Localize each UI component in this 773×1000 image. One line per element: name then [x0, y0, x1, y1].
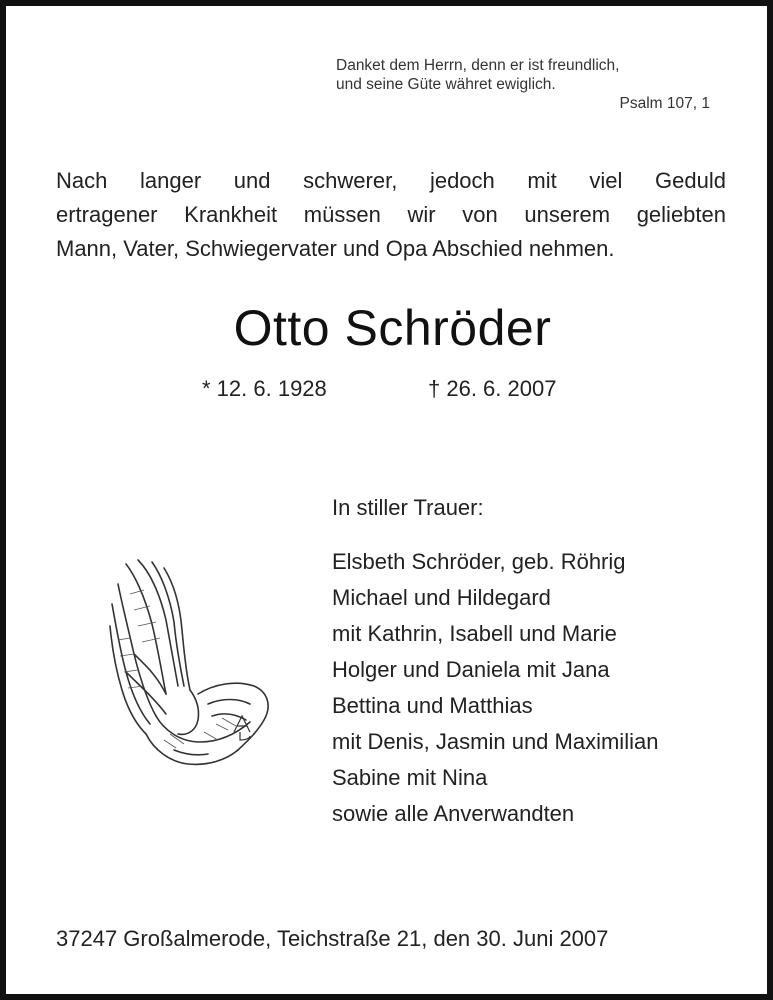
intro-line-1: Nach langer und schwerer, jedoch mit viel Geduld — [56, 168, 726, 193]
deceased-name: Otto Schröder — [233, 300, 552, 356]
verse-line-2: und seine Güte währet ewiglich. — [336, 76, 556, 93]
mourner-item: Holger und Daniela mit Jana — [332, 657, 610, 682]
intro-line-3: Mann, Vater, Schwiegervater und Opa Abschied nehmen. — [56, 236, 615, 261]
death-date: † 26. 6. 2007 — [428, 376, 557, 401]
mourning-heading: In stiller Trauer: — [332, 495, 484, 520]
mourners-list — [332, 544, 658, 832]
address-date: 37247 Großalmerode, Teichstraße 21, den 30. Juni 2007 — [56, 926, 609, 951]
verse-reference: Psalm 107, 1 — [619, 95, 710, 112]
intro-line-2: ertragener Krankheit müssen wir von unserem geliebten — [56, 202, 726, 227]
verse-line-1: Danket dem Herrn, denn er ist freundlich, — [336, 57, 620, 74]
intro-text — [56, 164, 726, 266]
mourner-item: Michael und Hildegard — [332, 585, 551, 610]
birth-date: * 12. 6. 1928 — [202, 376, 327, 401]
mourner-item: Bettina und Matthias — [332, 693, 533, 718]
mourner-item: sowie alle Anverwandten — [332, 801, 575, 826]
bible-verse — [336, 56, 710, 113]
praying-hands-icon — [104, 554, 274, 769]
mourner-item: mit Kathrin, Isabell und Marie — [332, 621, 617, 646]
mourner-item: mit Denis, Jasmin und Maximilian — [332, 729, 659, 754]
mourner-item: Elsbeth Schröder, geb. Röhrig — [332, 549, 626, 574]
mourner-item: Sabine mit Nina — [332, 765, 488, 790]
